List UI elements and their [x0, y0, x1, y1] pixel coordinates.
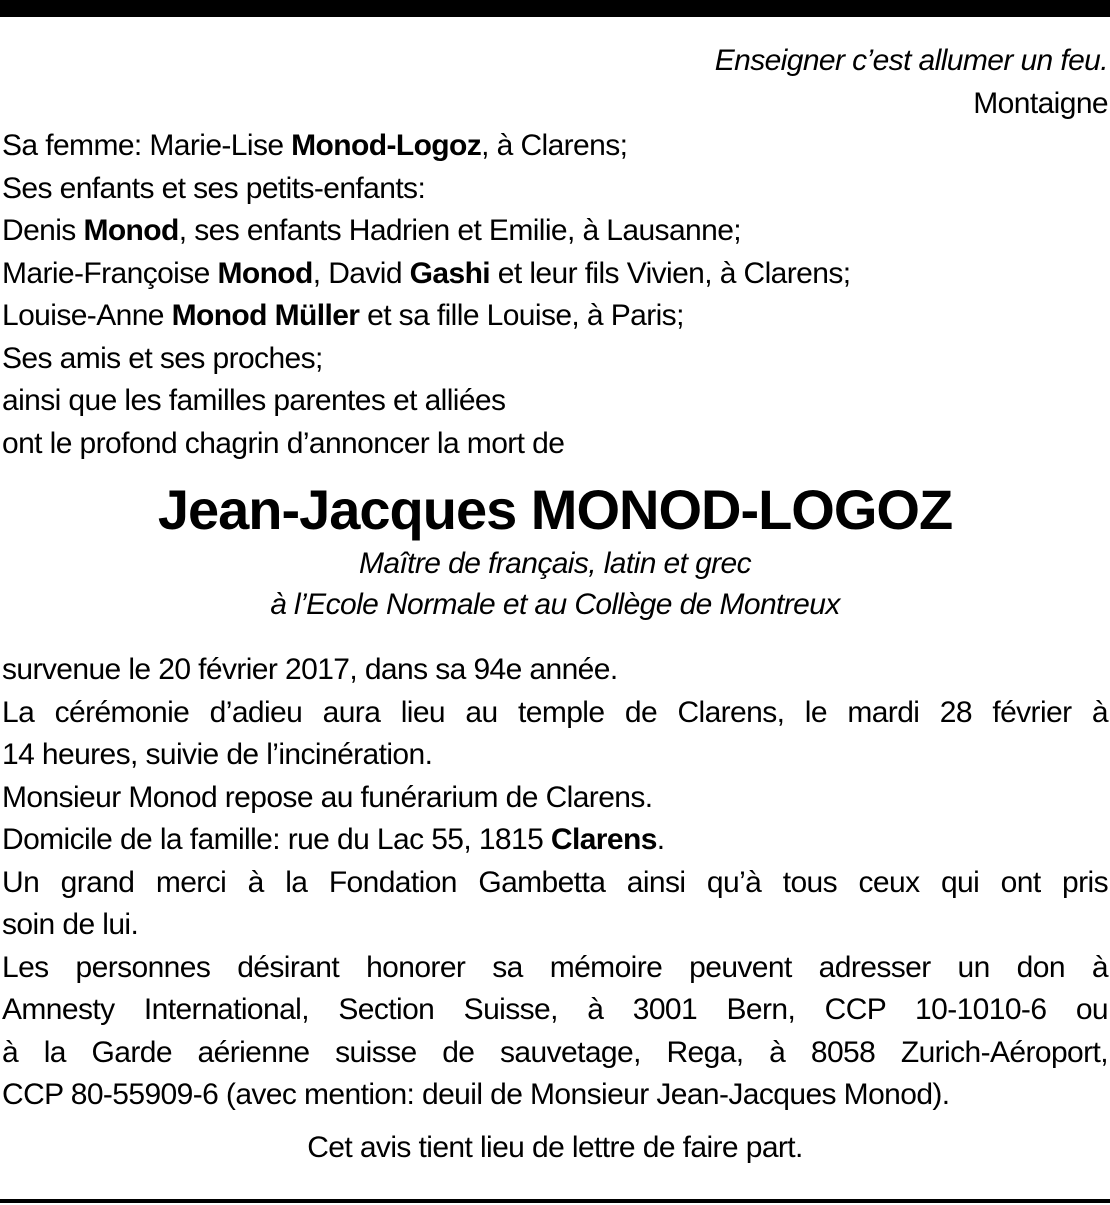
wife-prefix: Sa femme: Marie-Lise [2, 129, 292, 162]
la-surname: Monod Müller [171, 299, 360, 332]
bottom-rule [0, 1199, 1110, 1203]
wife-surname: Monod-Logoz [291, 129, 482, 162]
quote-text: Enseigner c’est allumer un feu. [714, 44, 1108, 77]
family-line-relatives: ainsi que les familles parentes et alliées [2, 384, 506, 417]
wife-suffix: , à Clarens; [481, 129, 628, 162]
domicile-prefix: Domicile de la famille: rue du Lac 55, 1815 [2, 823, 551, 856]
detail-thanks-line-2: soin de lui. [2, 908, 139, 941]
obituary-notice [2, 40, 1108, 1169]
domicile-city: Clarens [550, 823, 657, 856]
detail-donation-line-1: Les personnes désirant honorer sa mémoire peuvent adresser un don à [2, 950, 1108, 984]
detail-ceremony-line-1: La cérémonie d’adieu aura lieu au temple de Clarens, le mardi 28 février à [2, 695, 1108, 729]
deceased-title-line-2: à l’Ecole Normale et au Collège de Montreux [270, 588, 840, 621]
quote-author: Montaigne [973, 86, 1108, 120]
deceased-title-line-1: Maître de français, latin et grec [358, 547, 752, 580]
la-prefix: Louise-Anne [2, 299, 172, 332]
denis-suffix: , ses enfants Hadrien et Emilie, à Lausanne; [178, 214, 742, 247]
spacer [2, 625, 1108, 649]
deceased-title [2, 543, 1108, 625]
domicile-suffix: . [656, 823, 665, 856]
mf-surname: Monod [217, 256, 313, 290]
detail-ceremony-line-2: 14 heures, suivie de l’incinération. [2, 738, 433, 771]
family-line-friends: Ses amis et ses proches; [2, 341, 323, 375]
detail-funeral-home: Monsieur Monod repose au funérarium de Clarens. [2, 780, 653, 814]
family-line-children-heading: Ses enfants et ses petits-enfants: [2, 171, 426, 205]
david-surname: Gashi [409, 256, 491, 290]
family-line-announcement: ont le profond chagrin d’annoncer la mort de [2, 426, 565, 460]
detail-donation-line-3: à la Garde aérienne suisse de sauvetage, Rega, à 8058 Zurich-Aéroport, [2, 1035, 1108, 1069]
detail-date: survenue le 20 février 2017, dans sa 94e année. [2, 653, 618, 686]
mf-middle: , David [312, 256, 410, 290]
la-suffix: et sa fille Louise, à Paris; [359, 299, 684, 332]
detail-thanks-line-1: Un grand merci à la Fondation Gambetta ainsi qu’à tous ceux qui ont pris [2, 865, 1108, 899]
denis-prefix: Denis [2, 214, 84, 247]
detail-donation-line-2: Amnesty International, Section Suisse, à 3001 Bern, CCP 10-1010-6 ou [2, 993, 1108, 1026]
family-line-wife [2, 125, 1108, 168]
family-line-denis [2, 210, 1108, 253]
closing-note: Cet avis tient lieu de lettre de faire part. [307, 1130, 803, 1164]
family-line-marie-francoise [2, 253, 1108, 296]
top-rule [0, 0, 1110, 17]
denis-surname: Monod [83, 214, 179, 247]
deceased-name: Jean-Jacques MONOD-LOGOZ [157, 478, 953, 541]
mf-suffix: et leur fils Vivien, à Clarens; [490, 256, 851, 290]
detail-domicile [2, 819, 1108, 862]
mf-prefix: Marie-Françoise [2, 256, 218, 290]
detail-donation-line-4: CCP 80-55909-6 (avec mention: deuil de Monsieur Jean-Jacques Monod). [2, 1078, 950, 1111]
family-line-louise-anne [2, 295, 1108, 338]
